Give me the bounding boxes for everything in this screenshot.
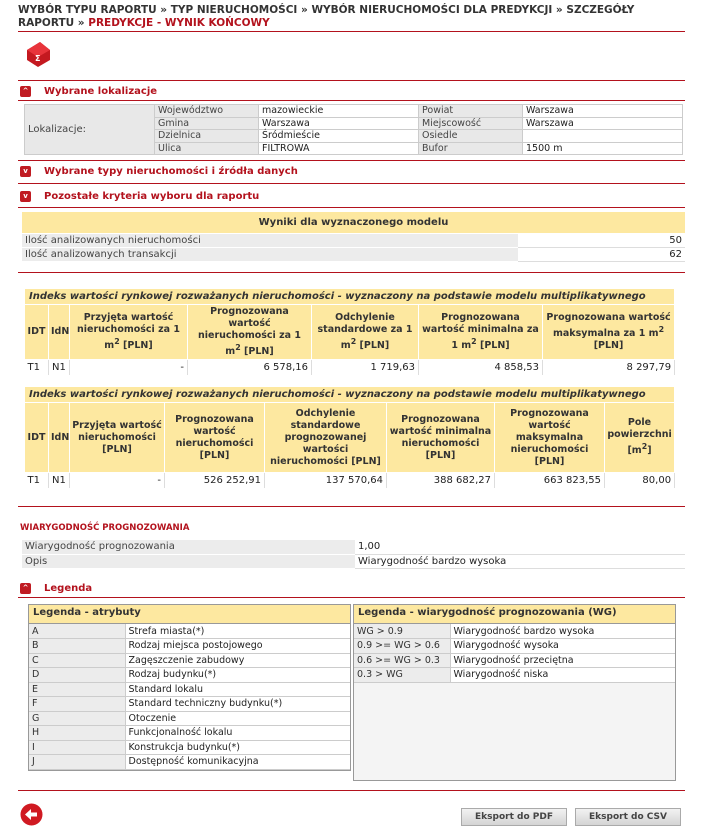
back-arrow-icon[interactable]	[20, 803, 43, 826]
legend-row: WG > 0.9 Wiarygodność bardzo wysoka	[354, 624, 675, 639]
legend-row: C Zagęszczenie zabudowy	[29, 653, 350, 668]
collapse-icon[interactable]: ^	[20, 86, 31, 97]
divider	[18, 160, 685, 161]
index-table-per-m2: Indeks wartości rynkowej rozważanych nieruchomości - wyznaczony na podstawie modelu multiplikatywnego IDT IdN Przyjęta wartość nieruchomości za 1 $m^2$ [PLN] Prognozowana wartość nieruchomości za 1 $m^2$ [PLN] Odchylenie standardowe za 1 $m^2$ [PLN] Prognozowana wartość minimalna za 1 $m^2$ [PLN] Prognozowana wartość maksymalna za 1 $m^2$ [PLN] T1 N1 - 6 578,16 1 719,63 4 858,53 8 297,79	[24, 288, 675, 375]
index-table-total: Indeks wartości rynkowej rozważanych nieruchomości - wyznaczony na podstawie modelu multiplikatywnego IDT IdN Przyjęta wartość nieruchomości [PLN] Prognozowana wartość nieruchomości [PLN] Odchylenie standardowe prognozowanej wartości nieruchomości [PLN] Prognozowana wartość minimalna nieruchomości [PLN] Prognozowana wartość maksymalna nieruchomości [PLN] Pole powierzchni $[m^2]$ T1 N1 - 526 252,91 137 570,64 388 682,27 663 823,55 80,00	[24, 386, 675, 488]
divider	[18, 80, 685, 81]
export-pdf-button[interactable]: Eksport do PDF	[461, 808, 567, 826]
divider	[18, 272, 685, 273]
breadcrumb-item[interactable]: TYP NIERUCHOMOŚCI	[170, 4, 298, 16]
legend-row: F Standard techniczny budynku(*)	[29, 697, 350, 712]
divider	[18, 100, 685, 101]
legend-attributes: Legenda - atrybuty A Strefa miasta(*) B Rodzaj miejsca postojowego C Zagęszczenie zabudowy D Rodzaj budynku(*) E Standard lokalu F Standard techniczny budynku(*) G Otoczenie H Funkcjonalność lokalu I Konstrukcja budynku(*) J Dostępność komunikacyjna	[28, 604, 351, 771]
breadcrumb-item[interactable]: WYBÓR TYPU RAPORTU	[18, 4, 157, 16]
legend-row: 0.3 > WG Wiarygodność niska	[354, 668, 675, 683]
expand-icon[interactable]: v	[20, 191, 31, 202]
divider	[18, 31, 685, 32]
legend-row: B Rodzaj miejsca postojowego	[29, 639, 350, 654]
legend-row: 0.6 >= WG > 0.3 Wiarygodność przeciętna	[354, 653, 675, 668]
location-table: Lokalizacje: Województwo mazowieckie Powiat Warszawa Gmina Warszawa Miejscowość Warszawa Dzielnica Śródmieście Osiedle Ulica FILTROWA Bufor 1500 m	[24, 104, 683, 155]
legend-row: G Otoczenie	[29, 711, 350, 726]
legend-row: I Konstrukcja budynku(*)	[29, 740, 350, 755]
export-csv-button[interactable]: Eksport do CSV	[575, 808, 681, 826]
breadcrumb-item[interactable]: SZCZEGÓŁY RAPORTU	[18, 4, 635, 29]
breadcrumb-current: PREDYKCJE - WYNIK KOŃCOWY	[88, 17, 270, 29]
legend-row: 0.9 >= WG > 0.6 Wiarygodność wysoka	[354, 639, 675, 654]
legend-row: D Rodzaj budynku(*)	[29, 668, 350, 683]
expand-icon[interactable]: v	[20, 166, 31, 177]
svg-text:Σ: Σ	[35, 54, 41, 63]
table-row: T1 N1 - 6 578,16 1 719,63 4 858,53 8 297,79	[25, 360, 675, 375]
section-kryteria[interactable]: v Pozostałe kryteria wyboru dla raportu	[18, 190, 685, 204]
legend-reliability: Legenda - wiarygodność prognozowania (WG) WG > 0.9 Wiarygodność bardzo wysoka 0.9 >= WG > 0.6 Wiarygodność wysoka 0.6 >= WG > 0.3 Wiarygodność przeciętna 0.3 > WG Wiarygodność niska	[353, 604, 676, 781]
collapse-icon[interactable]: ^	[20, 583, 31, 594]
report-logo-icon	[24, 40, 52, 68]
section-typy[interactable]: v Wybrane typy nieruchomości i źródła danych	[18, 165, 685, 179]
legend-row: H Funkcjonalność lokalu	[29, 726, 350, 741]
breadcrumb-item[interactable]: WYBÓR NIERUCHOMOŚCI DLA PREDYKCJI	[311, 4, 553, 16]
divider	[18, 207, 685, 208]
reliability-heading: WIARYGODNOŚĆ PROGNOZOWANIA	[20, 523, 190, 533]
reliability-table: Wiarygodność prognozowania 1,00 Opis Wiarygodność bardzo wysoka	[22, 540, 685, 569]
section-lokalizacje[interactable]: ^ Wybrane lokalizacje	[18, 85, 685, 99]
divider	[18, 183, 685, 184]
divider	[18, 790, 685, 791]
divider	[18, 506, 685, 507]
breadcrumb: WYBÓR TYPU RAPORTU » TYP NIERUCHOMOŚCI » WYBÓR NIERUCHOMOŚCI DLA PREDYKCJI » SZCZEGÓŁY RAPORTU » PREDYKCJE - WYNIK KOŃCOWY	[18, 4, 635, 29]
legend-row: E Standard lokalu	[29, 682, 350, 697]
legend-row: A Strefa miasta(*)	[29, 624, 350, 639]
results-table: Wyniki dla wyznaczonego modelu Ilość analizowanych nieruchomości 50 Ilość analizowanych transakcji 62	[22, 212, 685, 262]
table-row: T1 N1 - 526 252,91 137 570,64 388 682,27 663 823,55 80,00	[25, 473, 675, 488]
legend-row: J Dostępność komunikacyjna	[29, 755, 350, 770]
divider	[18, 597, 685, 598]
section-legenda[interactable]: ^ Legenda	[18, 582, 685, 596]
